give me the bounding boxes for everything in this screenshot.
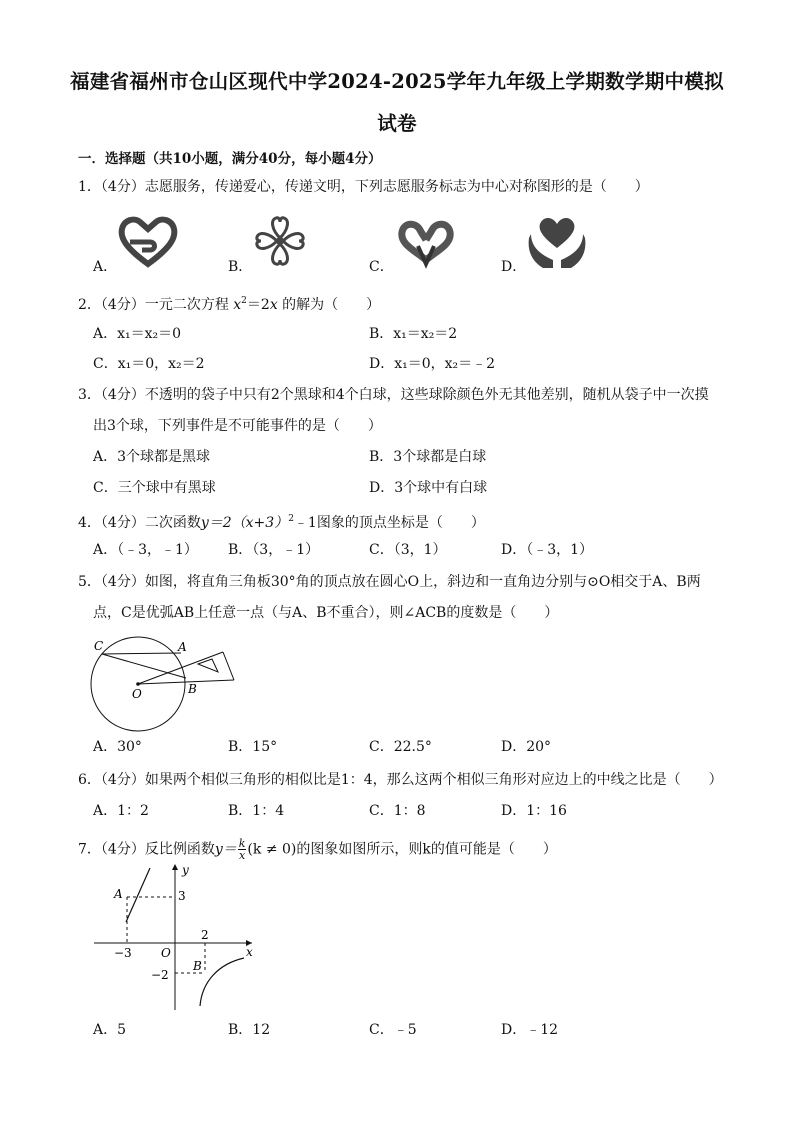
y-axis-label: y xyxy=(182,863,189,877)
x-axis-label: x xyxy=(246,945,253,959)
question-1-option-c[interactable]: C． xyxy=(369,259,394,275)
question-7-option-a[interactable]: A．5 xyxy=(93,1022,127,1038)
question-3-option-c[interactable]: C．三个球中有黑球 xyxy=(93,480,216,496)
branch-upper-left xyxy=(126,868,150,922)
question-4-option-a[interactable]: A．（﹣3，﹣1） xyxy=(93,542,198,558)
tick-2: 2 xyxy=(201,928,209,942)
origin-label: O xyxy=(161,946,171,960)
question-4-stem: 4．（4分）二次函数$y=2(x+3)^2﹣1$图象的顶点坐标是（ ） xyxy=(78,514,485,531)
question-7-option-c[interactable]: C．﹣5 xyxy=(369,1022,417,1038)
question-2-stem: 2．（4分）一元二次方程 $x^2=2x$ 的解为（ ） xyxy=(78,296,381,313)
question-4-option-d[interactable]: D．（﹣3，1） xyxy=(501,542,594,558)
question-2-option-d[interactable]: D．x₁＝0，x₂＝﹣2 xyxy=(369,356,496,372)
volunteer-four-heart-logo xyxy=(250,212,310,270)
section-heading: 一．选择题（共10小题，满分40分，每小题4分） xyxy=(78,151,382,167)
triangle-leg xyxy=(138,680,234,684)
question-3-option-d[interactable]: D．3个球中有白球 xyxy=(369,480,488,496)
volunteer-heart-hand-logo xyxy=(116,212,180,268)
question-1-option-b[interactable]: B． xyxy=(228,259,253,275)
point-b-label: B xyxy=(193,959,202,973)
point-a-label: A xyxy=(114,887,123,901)
question-5-stem-line2: 点，C是优弧AB上任意一点（与A、B不重合），则∠ACB的度数是（ ） xyxy=(93,605,559,621)
question-1-option-d[interactable]: D． xyxy=(501,259,527,275)
tick-3: 3 xyxy=(178,889,186,903)
branch-lower-right xyxy=(200,958,244,1006)
page-title: 福建省福州市仓山区现代中学2024-2025学年九年级上学期数学期中模拟 xyxy=(70,70,724,93)
question-6-option-b[interactable]: B．1：4 xyxy=(228,803,285,819)
tick-neg2: −2 xyxy=(151,968,169,982)
volunteer-twin-heart-ribbon-logo xyxy=(390,214,462,270)
question-1-stem: 1．（4分）志愿服务，传递爱心，传递文明，下列志愿服务标志为中心对称图形的是（ ） xyxy=(78,179,649,195)
question-7-stem: 7．（4分）反比例函数y＝ $\frac{k}{x}$ (k ≠ 0)的图象如图所示，则k的值可能是（ ） xyxy=(78,837,557,862)
question-7-option-d[interactable]: D．﹣12 xyxy=(501,1022,559,1038)
question-3-option-b[interactable]: B．3个球都是白球 xyxy=(369,449,487,465)
question-2-option-b[interactable]: B．x₁＝x₂＝2 xyxy=(369,326,458,342)
question-6-stem: 6．（4分）如果两个相似三角形的相似比是1：4，那么这两个相似三角形对应边上的中线之比是（ ） xyxy=(78,772,723,788)
question-4-option-c[interactable]: C．（3，1） xyxy=(369,542,447,558)
label-o: O xyxy=(132,687,142,701)
question-5-option-c[interactable]: C．22.5° xyxy=(369,739,432,755)
question-5-option-b[interactable]: B．15° xyxy=(228,739,278,755)
question-3-stem-line2: 出3个球，下列事件是不可能事件的是（ ） xyxy=(93,418,382,434)
question-1-option-a[interactable]: A． xyxy=(93,259,118,275)
question-3-stem-line1: 3．（4分）不透明的袋子中只有2个黑球和4个白球，这些球除颜色外无其他差别，随机从袋子中一次摸 xyxy=(78,387,709,403)
label-a: A xyxy=(178,640,187,654)
question-3-option-a[interactable]: A．3个球都是黑球 xyxy=(93,449,211,465)
question-6-option-d[interactable]: D．1：16 xyxy=(501,803,567,819)
volunteer-heart-in-hands-logo xyxy=(525,212,589,272)
question-4-option-b[interactable]: B．（3，﹣1） xyxy=(228,542,320,558)
page-title-continued: 试卷 xyxy=(377,112,417,135)
question-5-option-d[interactable]: D．20° xyxy=(501,739,552,755)
label-c: C xyxy=(94,639,104,653)
question-5-stem-line1: 5．（4分）如图，将直角三角板30°角的顶点放在圆心O上，斜边和一直角边分别与⊙O相交于A、B两 xyxy=(78,574,701,590)
question-5-option-a[interactable]: A．30° xyxy=(93,739,142,755)
label-b: B xyxy=(188,682,197,696)
question-7-hyperbola-graph xyxy=(92,860,260,1014)
question-6-option-a[interactable]: A．1：2 xyxy=(93,803,149,819)
fraction-k-over-x: $\frac{k}{x}$ xyxy=(238,837,246,862)
question-2-option-c[interactable]: C．x₁＝0，x₂＝2 xyxy=(93,356,205,372)
question-7-option-b[interactable]: B．12 xyxy=(228,1022,271,1038)
question-2-option-a[interactable]: A．x₁＝x₂＝0 xyxy=(93,326,182,342)
question-5-circle-figure xyxy=(86,632,246,734)
question-6-option-c[interactable]: C．1：8 xyxy=(369,803,426,819)
tick-neg3: −3 xyxy=(114,946,132,960)
